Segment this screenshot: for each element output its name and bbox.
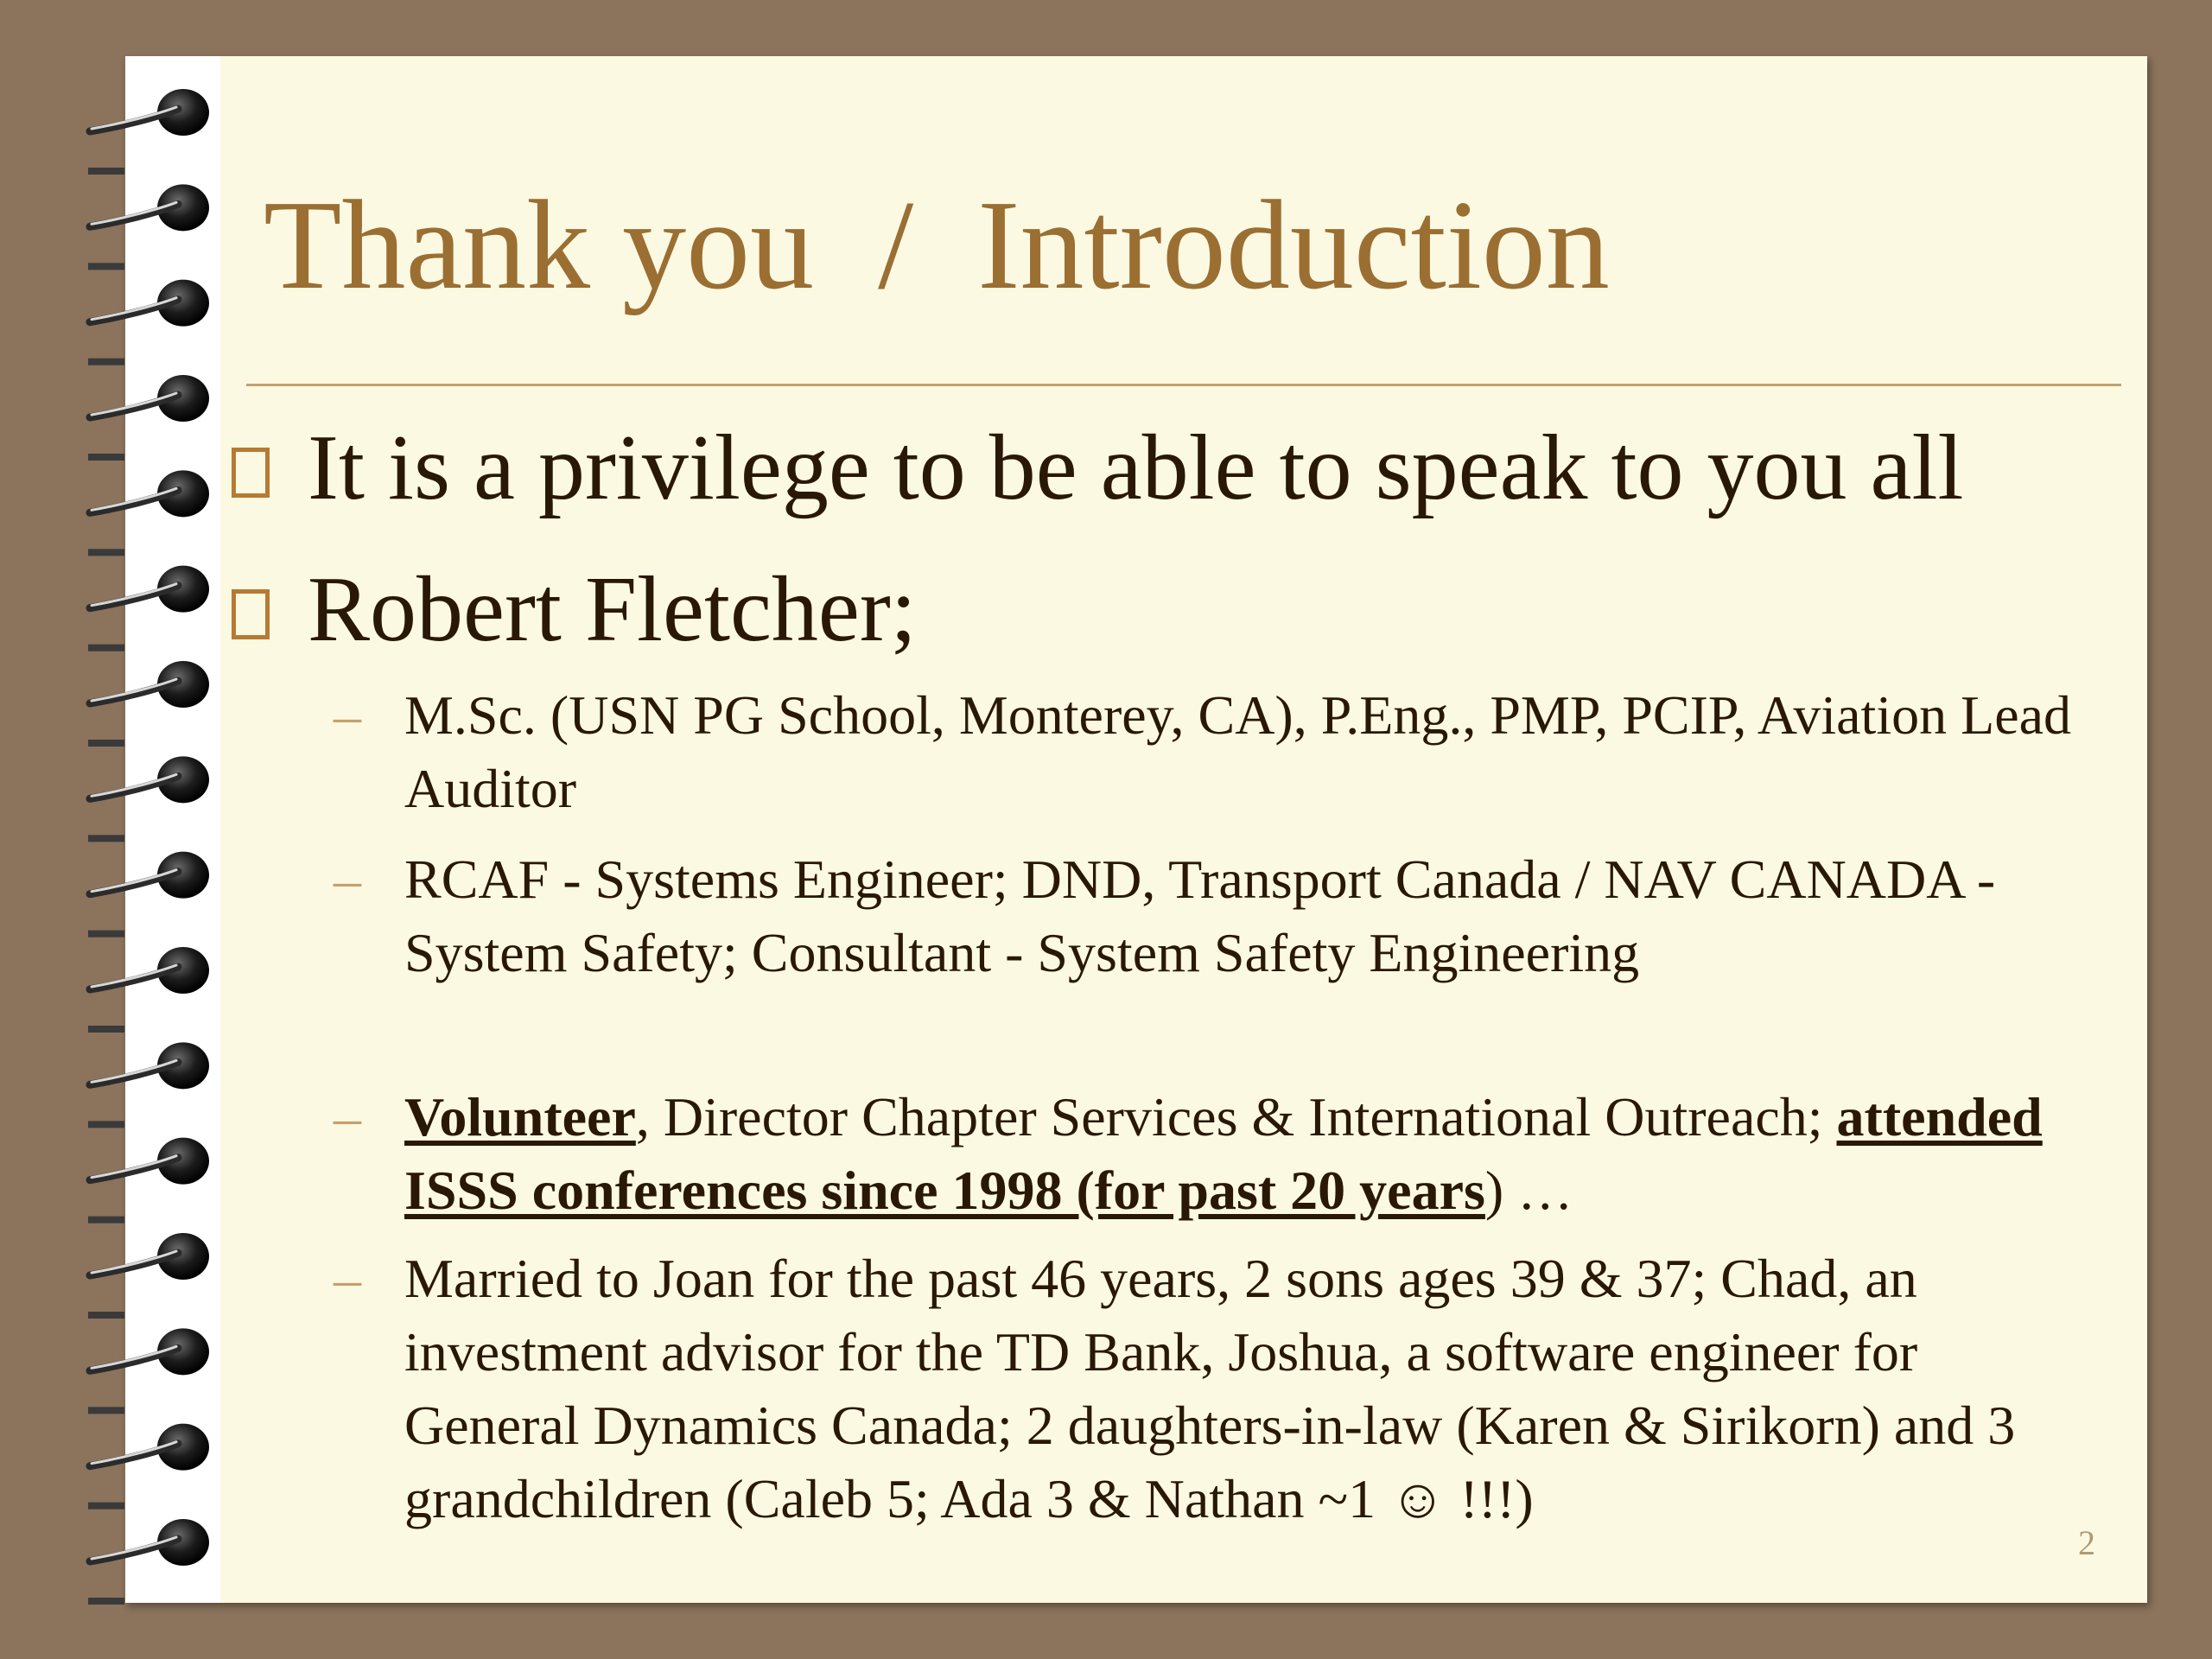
spiral-ring-icon	[88, 1519, 209, 1605]
spiral-ring-icon	[88, 661, 209, 747]
sub-item-career	[334, 842, 2098, 989]
spiral-ring-icon	[88, 1328, 209, 1414]
spiral-ring-icon	[88, 280, 209, 365]
dash-bullet-icon: –	[334, 684, 361, 746]
spiral-ring-icon	[88, 1138, 209, 1224]
sub-item-text: M.Sc. (USN PG School, Monterey, CA), P.Eng., PMP, PCIP, Aviation Lead Auditor	[404, 684, 2071, 819]
spiral-ring-icon	[88, 756, 209, 842]
volunteer-role: , Director Chapter Services & International Outreach;	[635, 1086, 1823, 1147]
bullet-text: Robert Fletcher;	[308, 558, 917, 661]
sub-item-degrees	[334, 678, 2098, 825]
volunteer-emphasis: Volunteer	[404, 1086, 636, 1147]
spiral-ring-icon	[88, 1233, 209, 1319]
sub-item-text: RCAF - Systems Engineer; DND, Transport Canada / NAV CANADA - System Safety; Consultant - System Safety Engineering	[404, 849, 1996, 983]
spiral-ring-icon	[88, 184, 209, 270]
sub-item-text: Married to Joan for the past 46 years, 2 sons ages 39 & 37; Chad, an investment advisor for the TD Bank, Joshua, a software engineer for General Dynamics Canada; 2 daughters-in-law (Karen & Sirikorn) and 3 grandchildren (Caleb 5; Ada 3 & Nathan ~1 ☺ !!!)	[404, 1248, 2016, 1529]
title-divider	[246, 384, 2121, 386]
spiral-ring-icon	[88, 375, 209, 461]
square-bullet-icon	[232, 448, 270, 498]
dash-bullet-icon: –	[334, 1248, 361, 1309]
bullet-text: It is a privilege to be able to speak to you all	[308, 416, 1964, 519]
spiral-ring-icon	[88, 1424, 209, 1510]
spiral-ring-icon	[88, 1042, 209, 1128]
spiral-binding-icon	[78, 0, 251, 1659]
dash-bullet-icon: –	[334, 849, 361, 910]
dash-bullet-icon: –	[334, 1086, 361, 1147]
sub-item-volunteer	[334, 1080, 2098, 1227]
volunteer-closing: ) …	[1484, 1160, 1573, 1221]
spiral-ring-icon	[88, 566, 209, 652]
square-bullet-icon	[232, 589, 270, 639]
conference-attendance: attended ISSS conferences since 1998 (for past 20 years	[404, 1086, 2043, 1221]
slide-title: Thank you / Introduction	[264, 175, 1610, 316]
spiral-ring-icon	[88, 852, 209, 938]
spiral-ring-icon	[88, 470, 209, 556]
spiral-ring-icon	[88, 89, 209, 175]
spiral-ring-icon	[88, 947, 209, 1033]
page-number: 2	[2078, 1523, 2095, 1562]
sub-item-family	[334, 1242, 2098, 1535]
